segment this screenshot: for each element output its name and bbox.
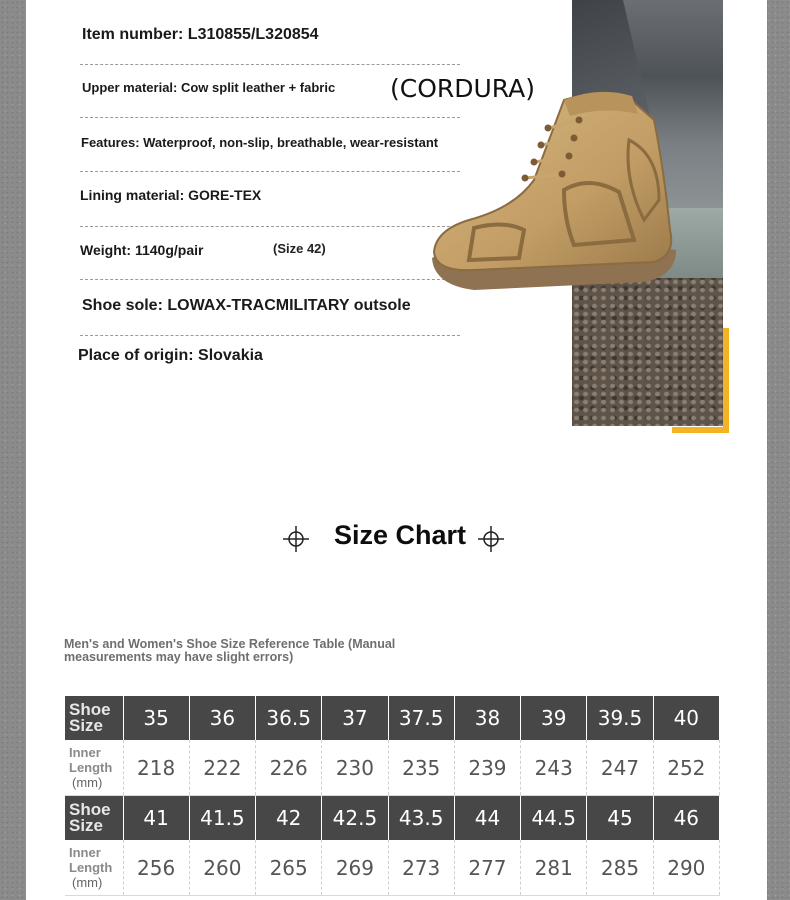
table-cell: 36 xyxy=(189,696,255,740)
product-page xyxy=(26,0,767,900)
table-row xyxy=(65,840,720,896)
table-cell: 36.5 xyxy=(256,696,322,740)
spec-upper-material: Upper material: Cow split leather + fabric xyxy=(82,80,336,95)
size-row-label: Shoe Size xyxy=(65,696,123,740)
divider xyxy=(80,279,460,280)
table-cell: 38 xyxy=(454,696,520,740)
size-chart-title: Size Chart xyxy=(334,520,467,550)
divider xyxy=(80,171,460,172)
table-cell: 37.5 xyxy=(388,696,454,740)
table-cell: 243 xyxy=(521,740,587,796)
table-cell: 218 xyxy=(123,740,189,796)
table-cell: 35 xyxy=(123,696,189,740)
table-cell: 42 xyxy=(256,796,322,841)
spec-lining: Lining material: GORE-TEX xyxy=(80,187,262,203)
divider xyxy=(80,117,460,118)
crosshair-icon xyxy=(283,526,309,552)
table-cell: 269 xyxy=(322,840,388,896)
table-cell: 37 xyxy=(322,696,388,740)
divider xyxy=(80,335,460,336)
table-cell: 40 xyxy=(653,696,719,740)
table-cell: 39.5 xyxy=(587,696,653,740)
accent-bar xyxy=(672,427,729,433)
spec-weight: Weight: 1140g/pair xyxy=(80,242,204,258)
table-cell: 41 xyxy=(123,796,189,841)
table-cell: 265 xyxy=(256,840,322,896)
length-row-label: Inner Length (mm) xyxy=(65,740,123,796)
table-cell: 239 xyxy=(454,740,520,796)
table-cell: 45 xyxy=(587,796,653,841)
table-cell: 41.5 xyxy=(189,796,255,841)
table-row xyxy=(65,796,720,841)
table-cell: 256 xyxy=(123,840,189,896)
table-cell: 290 xyxy=(653,840,719,896)
length-row-label: Inner Length (mm) xyxy=(65,840,123,896)
boot-image xyxy=(414,80,684,300)
table-cell: 44 xyxy=(454,796,520,841)
divider xyxy=(80,226,460,227)
spec-weight-note: (Size 42) xyxy=(273,241,326,256)
table-row xyxy=(65,696,720,740)
table-cell: 222 xyxy=(189,740,255,796)
table-cell: 247 xyxy=(587,740,653,796)
table-cell: 42.5 xyxy=(322,796,388,841)
spec-origin: Place of origin: Slovakia xyxy=(78,347,263,364)
spec-features: Features: Waterproof, non-slip, breathable, wear-resistant xyxy=(81,135,439,150)
table-cell: 273 xyxy=(388,840,454,896)
table-cell: 281 xyxy=(521,840,587,896)
table-cell: 44.5 xyxy=(521,796,587,841)
crosshair-icon xyxy=(478,526,504,552)
spec-item-number: Item number: L310855/L320854 xyxy=(82,26,319,43)
table-row xyxy=(65,740,720,796)
table-cell: 226 xyxy=(256,740,322,796)
spec-upper-material-note: (CORDURA) xyxy=(390,74,536,103)
accent-bar xyxy=(723,328,729,433)
table-cell: 277 xyxy=(454,840,520,896)
size-row-label: Shoe Size xyxy=(65,796,123,841)
spec-sole: Shoe sole: LOWAX-TRACMILITARY outsole xyxy=(82,297,411,314)
table-cell: 235 xyxy=(388,740,454,796)
size-table-note: Men's and Women's Shoe Size Reference Table (Manual measurements may have slight errors) xyxy=(64,637,396,664)
table-cell: 285 xyxy=(587,840,653,896)
table-cell: 46 xyxy=(653,796,719,841)
size-table xyxy=(65,696,720,896)
table-cell: 230 xyxy=(322,740,388,796)
table-cell: 43.5 xyxy=(388,796,454,841)
table-cell: 252 xyxy=(653,740,719,796)
table-cell: 39 xyxy=(521,696,587,740)
divider xyxy=(80,64,460,65)
table-cell: 260 xyxy=(189,840,255,896)
